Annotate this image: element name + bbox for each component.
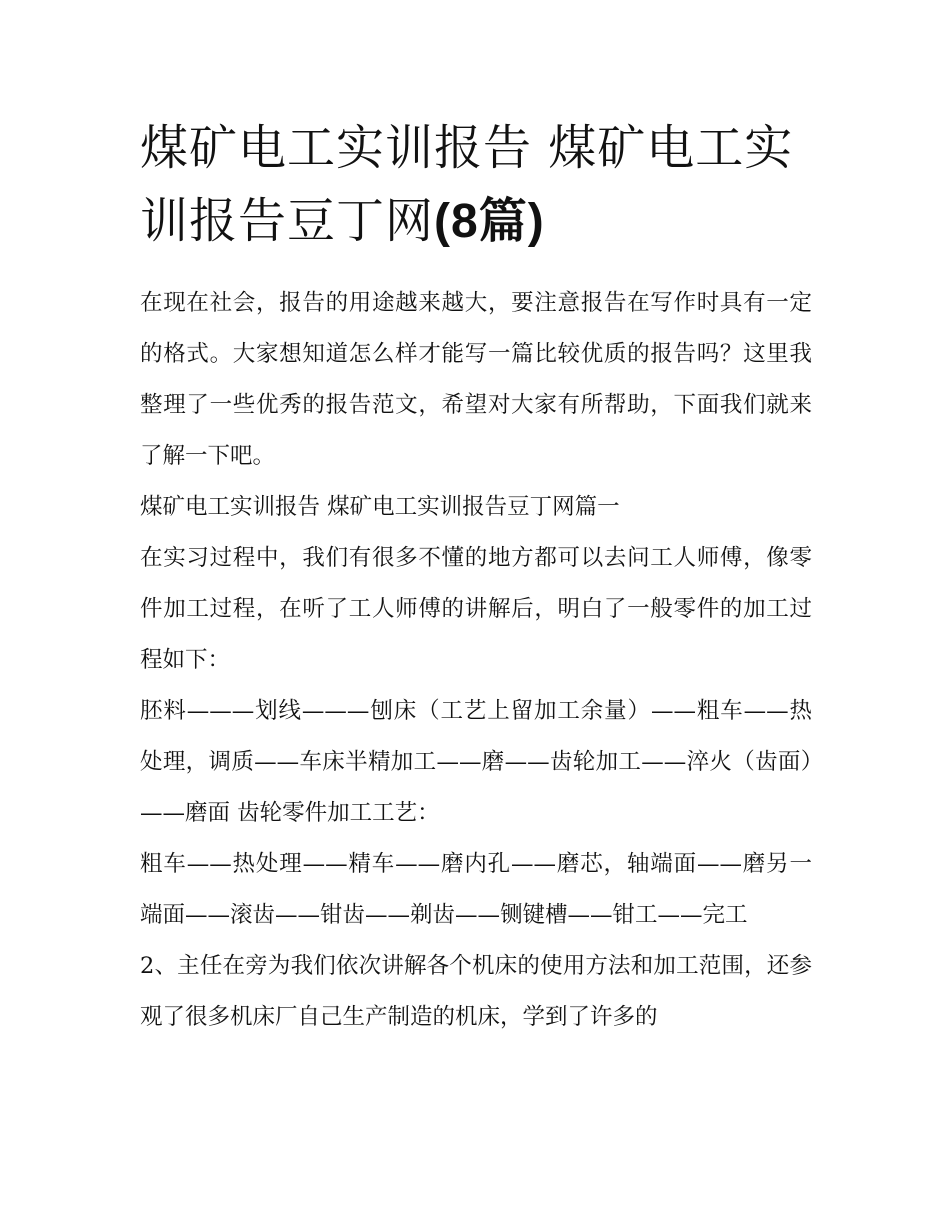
- intro-paragraph: 在现在社会，报告的用途越来越大，要注意报告在写作时具有一定的格式。大家想知道怎么样才能写一篇比较优质的报告吗？这里我整理了一些优秀的报告范文，希望对大家有所帮助，下面我们就来了解一下吧。: [140, 290, 812, 469]
- document-body: [140, 278, 812, 1043]
- body-paragraph: 2、主任在旁为我们依次讲解各个机床的使用方法和加工范围，还参观了很多机床厂自己生产制造的机床，学到了许多的: [140, 953, 812, 1030]
- body-paragraph: 在实习过程中，我们有很多不懂的地方都可以去问工人师傅，像零件加工过程，在听了工人师傅的讲解后，明白了一般零件的加工过程如下：: [140, 545, 812, 673]
- title-main: 煤矿电工实训报告 煤矿电工实训报告豆丁网: [140, 120, 794, 249]
- body-paragraph: 胚料———划线———刨床（工艺上留加工余量）——粗车——热处理，调质——车床半精加工——磨——齿轮加工——淬火（齿面）——磨面 齿轮零件加工工艺：: [140, 698, 812, 826]
- title-count: (8篇): [434, 195, 545, 248]
- page-content: [140, 112, 812, 1043]
- section-heading: 煤矿电工实训报告 煤矿电工实训报告豆丁网篇一: [140, 494, 620, 520]
- body-paragraph: 粗车——热处理——精车——磨内孔——磨芯，轴端面——磨另一端面——滚齿——钳齿——剃齿——铡键槽——钳工——完工: [140, 851, 812, 928]
- document-title: [140, 112, 812, 258]
